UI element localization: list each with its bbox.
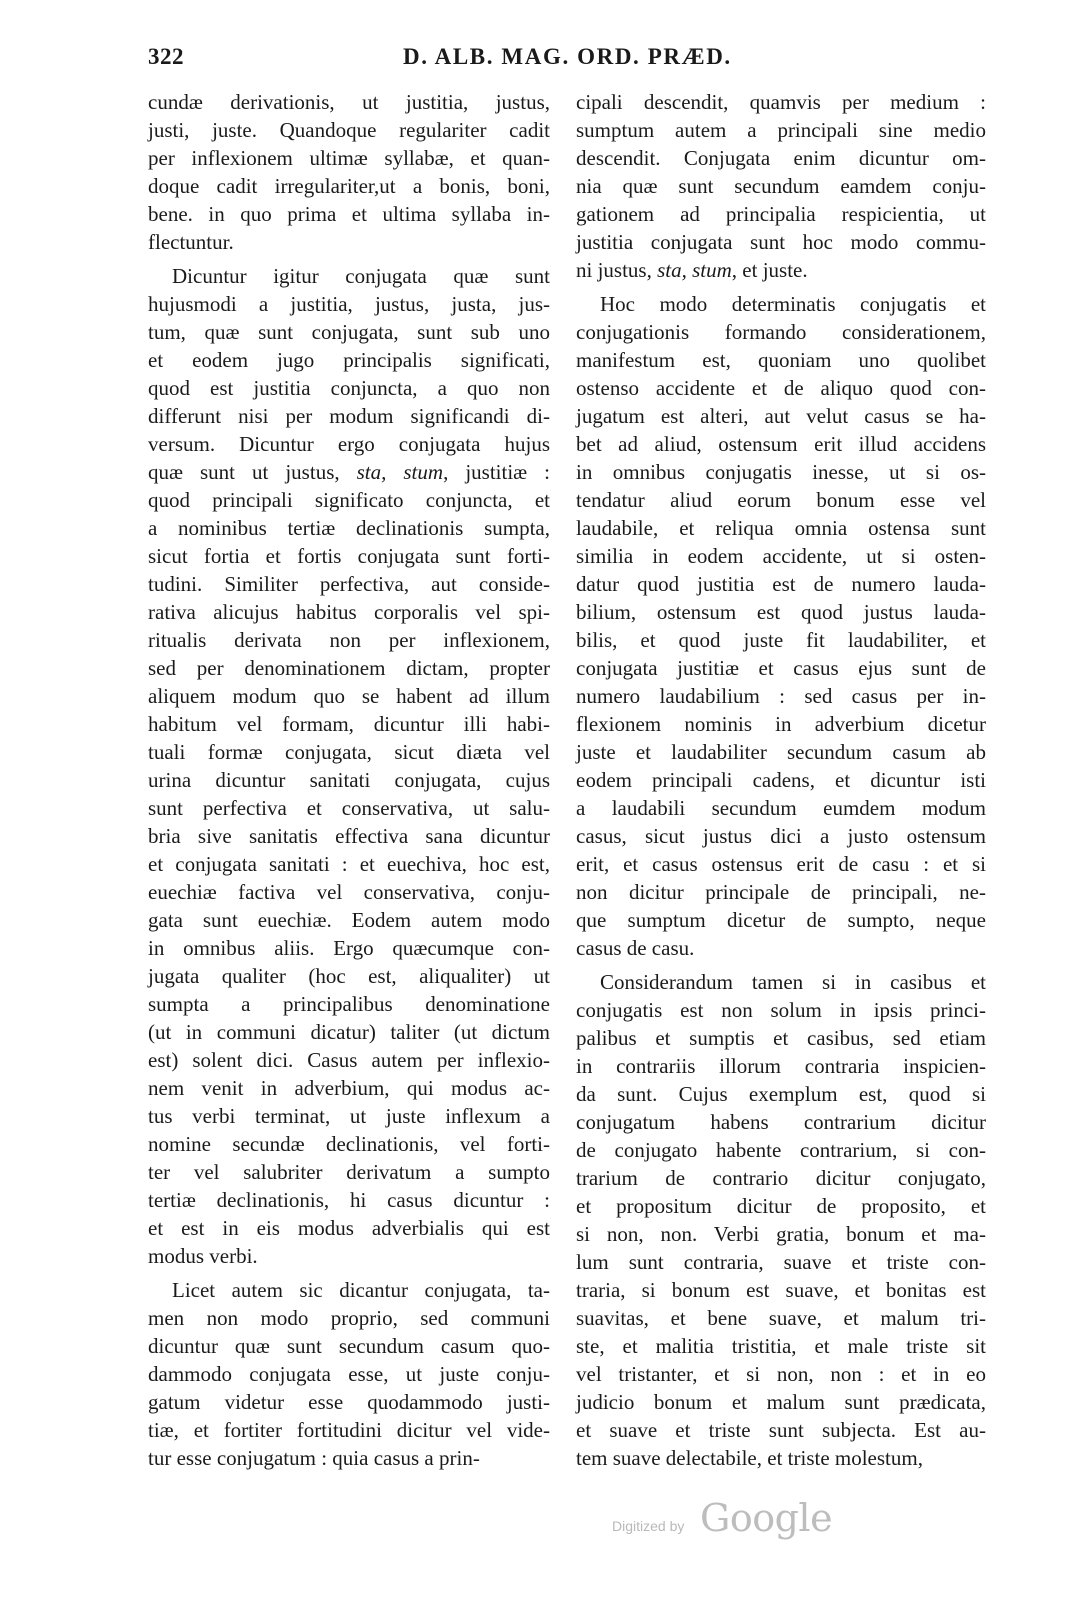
text-line: tem suave delectabile, et triste molestum, bbox=[576, 1446, 923, 1470]
text-line: tus verbi terminat, ut juste inflexum a bbox=[148, 1104, 550, 1128]
text-line: dicuntur quæ sunt secundum casum quo- bbox=[148, 1334, 550, 1358]
page-header bbox=[148, 44, 984, 78]
text-line: erit, et casus ostensus erit de casu : et si bbox=[576, 852, 986, 876]
text-line: dammodo conjugata esse, ut juste conju- bbox=[148, 1362, 550, 1386]
text-line: quod est justitia conjuncta, a quo non bbox=[148, 376, 550, 400]
text-line: gata sunt euechiæ. Eodem autem modo bbox=[148, 908, 550, 932]
text-line: et propositum dicitur de proposito, et bbox=[576, 1194, 986, 1218]
text-line: per inflexionem ultimæ syllabæ, et quan- bbox=[148, 146, 550, 170]
digitized-label: Digitized by bbox=[612, 1518, 685, 1534]
text-line: sumpta a principalibus denominatione bbox=[148, 992, 550, 1016]
text-line: si non, non. Verbi gratia, bonum et ma- bbox=[576, 1222, 986, 1246]
text-line: flexionem nominis in adverbium dicetur bbox=[576, 712, 986, 736]
text-line: tum, quæ sunt conjugata, sunt sub uno bbox=[148, 320, 550, 344]
text-line: bene. in quo prima et ultima syllaba in- bbox=[148, 202, 550, 226]
text-line: tiæ, et fortiter fortitudini dicitur vel vide- bbox=[148, 1418, 550, 1442]
text-line: tertiæ declinationis, hi casus dicuntur : bbox=[148, 1188, 550, 1212]
text-line: non dicitur principale de principali, ne- bbox=[576, 880, 986, 904]
text-line: urina dicuntur sanitati conjugata, cujus bbox=[148, 768, 550, 792]
text-line: da sunt. Cujus exemplum est, quod si bbox=[576, 1082, 986, 1106]
text-line: in contrariis illorum contraria inspicien- bbox=[576, 1054, 986, 1078]
text-line: jugatum est alteri, aut velut casus se ha- bbox=[576, 404, 986, 428]
text-line: Considerandum tamen si in casibus et bbox=[600, 970, 986, 994]
text-line: de conjugato habente contrarium, si con- bbox=[576, 1138, 986, 1162]
text-line: sicut fortia et fortis conjugata sunt forti- bbox=[148, 544, 550, 568]
text-line: palibus et sumptis et casibus, sed etiam bbox=[576, 1026, 986, 1050]
text-line: versum. Dicuntur ergo conjugata hujus bbox=[148, 432, 550, 456]
text-line: Hoc modo determinatis conjugatis et bbox=[600, 292, 986, 316]
text-line: tuali formæ conjugata, sicut diæta vel bbox=[148, 740, 550, 764]
text-line: ter vel salubriter derivatum a sumpto bbox=[148, 1160, 550, 1184]
text-line: tendatur aliud eorum bonum esse vel bbox=[576, 488, 986, 512]
text-line: trarium de contrario dicitur conjugato, bbox=[576, 1166, 986, 1190]
text-line: conjugatis est non solum in ipsis princi- bbox=[576, 998, 986, 1022]
text-line: tudini. Similiter perfectiva, aut conside- bbox=[148, 572, 550, 596]
text-line: que sumptum dicetur de sumpto, neque bbox=[576, 908, 986, 932]
text-line: nem venit in adverbium, qui modus ac- bbox=[148, 1076, 550, 1100]
text-line: in omnibus aliis. Ergo quæcumque con- bbox=[148, 936, 550, 960]
text-line: et conjugata sanitati : et euechiva, hoc est, bbox=[148, 852, 550, 876]
text-line: bilis, et quod juste fit laudabiliter, et bbox=[576, 628, 986, 652]
text-line: juste et laudabiliter secundum casum ab bbox=[576, 740, 986, 764]
text-line: in omnibus conjugatis inesse, ut si os- bbox=[576, 460, 986, 484]
text-line: quod principali significato conjuncta, et bbox=[148, 488, 550, 512]
text-line: quæ sunt ut justus, sta, stum, justitiæ : bbox=[148, 460, 550, 484]
text-line: jugata qualiter (hoc est, aliqualiter) ut bbox=[148, 964, 550, 988]
text-line: sunt perfectiva et conservativa, ut salu- bbox=[148, 796, 550, 820]
text-line: conjugata justitiæ et casus ejus sunt de bbox=[576, 656, 986, 680]
text-line: descendit. Conjugata enim dicuntur om- bbox=[576, 146, 986, 170]
text-line: bilium, ostensum est quod justus lauda- bbox=[576, 600, 986, 624]
text-line: vel tristanter, et si non, non : et in eo bbox=[576, 1362, 986, 1386]
text-line: cundæ derivationis, ut justitia, justus, bbox=[148, 90, 550, 114]
text-line: hujusmodi a justitia, justus, justa, jus- bbox=[148, 292, 550, 316]
text-line: modus verbi. bbox=[148, 1244, 258, 1268]
text-line: nomine secundæ declinationis, vel forti- bbox=[148, 1132, 550, 1156]
text-line: cipali descendit, quamvis per medium : bbox=[576, 90, 986, 114]
text-line: conjugatum habens contrarium dicitur bbox=[576, 1110, 986, 1134]
text-line: Licet autem sic dicantur conjugata, ta- bbox=[172, 1278, 550, 1302]
text-line: flectuntur. bbox=[148, 230, 234, 254]
text-line: doque cadit irregulariter,ut a bonis, boni, bbox=[148, 174, 550, 198]
text-line: men non modo proprio, sed communi bbox=[148, 1306, 550, 1330]
text-line: a nominibus tertiæ declinationis sumpta, bbox=[148, 516, 550, 540]
text-line: tur esse conjugatum : quia casus a prin- bbox=[148, 1446, 480, 1470]
text-line: a laudabili secundum eumdem modum bbox=[576, 796, 986, 820]
text-line: manifestum est, quoniam uno quolibet bbox=[576, 348, 986, 372]
text-line: gationem ad principalia respicientia, ut bbox=[576, 202, 986, 226]
text-line: laudabile, et reliqua omnia ostensa sunt bbox=[576, 516, 986, 540]
text-line: similia in eodem accidente, ut si osten- bbox=[576, 544, 986, 568]
text-line: gatum videtur esse quodammodo justi- bbox=[148, 1390, 550, 1414]
text-line: sumptum autem a principali sine medio bbox=[576, 118, 986, 142]
text-line: bria sive sanitatis effectiva sana dicuntur bbox=[148, 824, 550, 848]
text-line: justitia conjugata sunt hoc modo commu- bbox=[576, 230, 986, 254]
text-line: casus, sicut justus dici a justo ostensum bbox=[576, 824, 986, 848]
text-line: justi, juste. Quandoque regulariter cadit bbox=[148, 118, 550, 142]
text-line: lum sunt contraria, suave et triste con- bbox=[576, 1250, 986, 1274]
digitized-watermark bbox=[612, 1496, 842, 1546]
google-logo: Google bbox=[700, 1496, 833, 1540]
text-line: ostenso accidente et de aliquo quod con- bbox=[576, 376, 986, 400]
text-line: differunt nisi per modum significandi di- bbox=[148, 404, 550, 428]
text-line: datur quod justitia est de numero lauda- bbox=[576, 572, 986, 596]
text-line: conjugationis formando considerationem, bbox=[576, 320, 986, 344]
running-head: D. ALB. MAG. ORD. PRÆD. bbox=[403, 44, 732, 69]
text-line: (ut in communi dicatur) taliter (ut dictum bbox=[148, 1020, 550, 1044]
text-line: traria, si bonum est suave, et bonitas est bbox=[576, 1278, 986, 1302]
text-line: suavitas, et bene suave, et malum tri- bbox=[576, 1306, 986, 1330]
text-line: ste, et malitia tristitia, et male triste sit bbox=[576, 1334, 986, 1358]
text-line: habitum vel formam, dicuntur illi habi- bbox=[148, 712, 550, 736]
right-column bbox=[576, 88, 986, 1472]
text-line: numero laudabilium : sed casus per in- bbox=[576, 684, 986, 708]
text-line: ni justus, sta, stum, et juste. bbox=[576, 258, 808, 282]
text-line: et eodem jugo principalis significati, bbox=[148, 348, 550, 372]
text-line: Dicuntur igitur conjugata quæ sunt bbox=[172, 264, 550, 288]
text-line: sed per denominationem dictam, propter bbox=[148, 656, 550, 680]
text-line: et est in eis modus adverbialis qui est bbox=[148, 1216, 550, 1240]
text-line: nia quæ sunt secundum eamdem conju- bbox=[576, 174, 986, 198]
text-line: rativa alicujus habitus corporalis vel spi- bbox=[148, 600, 550, 624]
text-line: casus de casu. bbox=[576, 936, 695, 960]
text-line: ritualis derivata non per inflexionem, bbox=[148, 628, 550, 652]
text-line: eodem principali cadens, et dicuntur isti bbox=[576, 768, 986, 792]
page-number: 322 bbox=[148, 44, 184, 69]
text-line: judicio bonum et malum sunt prædicata, bbox=[576, 1390, 986, 1414]
text-line: aliquem modum quo se habent ad illum bbox=[148, 684, 550, 708]
text-line: euechiæ factiva vel conservativa, conju- bbox=[148, 880, 550, 904]
text-line: et suave et triste sunt subjecta. Est au- bbox=[576, 1418, 986, 1442]
text-line: est) solent dici. Casus autem per inflexio- bbox=[148, 1048, 550, 1072]
left-column bbox=[148, 88, 550, 1472]
text-line: bet ad aliud, ostensum erit illud accidens bbox=[576, 432, 986, 456]
